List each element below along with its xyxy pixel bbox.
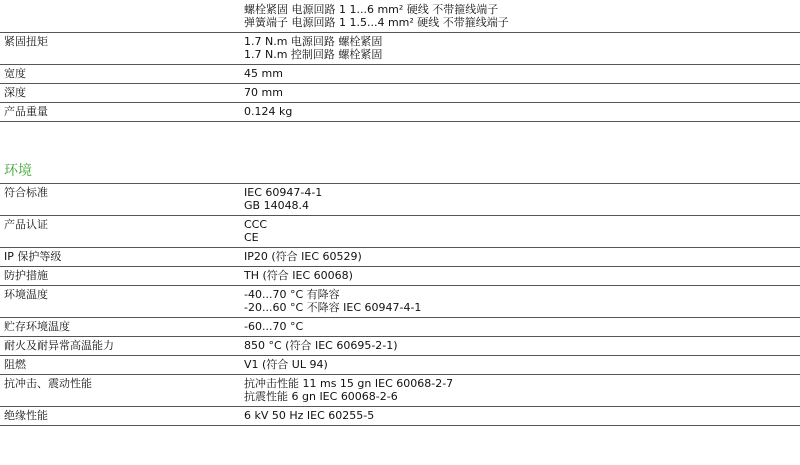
row-label: 耐火及耐异常高温能力 [0,337,244,356]
row-value [244,1,800,33]
row-value [244,337,800,356]
table-row [0,248,800,267]
row-label: 深度 [0,84,244,103]
row-label: 环境温度 [0,286,244,318]
row-value [244,248,800,267]
row-label: 宽度 [0,65,244,84]
row-value [244,318,800,337]
row-label: 贮存环境温度 [0,318,244,337]
table-row [0,286,800,318]
value-line: 弹簧端子 电源回路 1 1.5...4 mm² 硬线 不带箍线端子 [244,16,509,29]
row-value [244,33,800,65]
row-label: 产品重量 [0,103,244,122]
table-row [0,356,800,375]
value-line: -60...70 °C [244,320,304,333]
value-line: CCC [244,218,268,231]
row-label [0,1,244,33]
row-label: 阻燃 [0,356,244,375]
table-row [0,318,800,337]
row-value [244,375,800,407]
value-line: 抗冲击性能 11 ms 15 gn IEC 60068-2-7 [244,377,454,390]
table-row [0,407,800,426]
value-line: TH (符合 IEC 60068) [244,269,353,282]
table-row [0,33,800,65]
row-value [244,286,800,318]
table-row [0,267,800,286]
row-value [244,216,800,248]
table-row [0,84,800,103]
table-row [0,337,800,356]
value-line: 1.7 N.m 电源回路 螺栓紧固 [244,35,383,48]
table-row [0,375,800,407]
row-label: 绝缘性能 [0,407,244,426]
row-label: 抗冲击、震动性能 [0,375,244,407]
value-line: 0.124 kg [244,105,293,118]
value-line: -40...70 °C 有降容 [244,288,340,301]
row-label: 符合标准 [0,184,244,216]
value-line: 1.7 N.m 控制回路 螺栓紧固 [244,48,383,61]
value-line: V1 (符合 UL 94) [244,358,328,371]
row-value [244,84,800,103]
table-row [0,216,800,248]
row-value [244,407,800,426]
row-value [244,103,800,122]
row-value [244,356,800,375]
value-line: 6 kV 50 Hz IEC 60255-5 [244,409,375,422]
table-row [0,184,800,216]
value-line: GB 14048.4 [244,199,310,212]
row-label: IP 保护等级 [0,248,244,267]
value-line: IEC 60947-4-1 [244,186,323,199]
row-value [244,267,800,286]
value-line: 850 °C (符合 IEC 60695-2-1) [244,339,398,352]
value-line: CE [244,231,259,244]
row-label: 紧固扭矩 [0,33,244,65]
value-line: 螺栓紧固 电源回路 1 1...6 mm² 硬线 不带箍线端子 [244,3,499,16]
value-line: IP20 (符合 IEC 60529) [244,250,362,263]
value-line: 70 mm [244,86,283,99]
value-line: 45 mm [244,67,283,80]
row-label: 防护措施 [0,267,244,286]
row-value [244,65,800,84]
table-row [0,65,800,84]
value-line: 抗震性能 6 gn IEC 60068-2-6 [244,390,398,403]
spec-table-general [0,1,800,122]
spec-table-environment [0,184,800,426]
row-value [244,184,800,216]
section-title-environment: 环境 [4,163,32,179]
table-row [0,1,800,33]
row-label: 产品认证 [0,216,244,248]
value-line: -20...60 °C 不降容 IEC 60947-4-1 [244,301,422,314]
table-row [0,103,800,122]
